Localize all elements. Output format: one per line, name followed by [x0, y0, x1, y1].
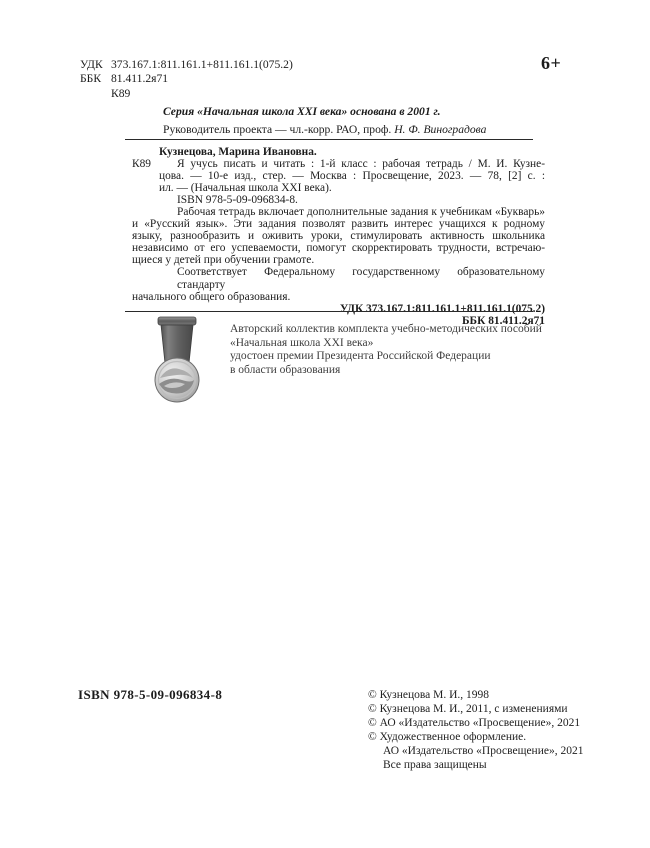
copyright-block	[368, 688, 583, 773]
standard-compliance-line: начального общего образования.	[132, 290, 291, 303]
copyright-line: © Художественное оформление.	[368, 731, 527, 744]
udk-line	[80, 58, 293, 72]
footer-isbn: ISBN 978-5-09-096834-8	[78, 687, 223, 702]
bib-record-line: цова. — 10-е изд., стер. — Москва : Просвещение, 2023. — 78, [2] с. :	[159, 170, 545, 183]
award-line: «Начальная школа XXI века»	[230, 336, 374, 349]
award-line: в области образования	[230, 363, 341, 376]
bib-isbn-line: ISBN 978-5-09-096834-8.	[177, 194, 298, 207]
copyright-line: АО «Издательство «Просвещение», 2021	[383, 745, 584, 758]
author-sign: К89	[111, 86, 131, 100]
bibliographic-block	[132, 146, 545, 327]
annotation-line: Рабочая тетрадь включает дополнительные задания к учебникам «Букварь»	[177, 206, 545, 219]
udk-value: 373.167.1:811.161.1+811.161.1(075.2)	[111, 58, 293, 71]
project-lead-name: Н. Ф. Виноградова	[394, 123, 487, 136]
divider-rule-top	[125, 139, 533, 140]
annotation-line: независимо от его успеваемости, помогут скорректировать трудности, встречаю-	[132, 242, 545, 255]
udk-label: УДК	[80, 58, 103, 71]
classification-codes	[80, 58, 293, 101]
bbk-line	[80, 72, 293, 86]
annotation-line: языку, разнообразить и оживить уроки, стимулировать активность школьника	[132, 230, 545, 243]
annotation-line: щиеся у детей при обучении грамоте.	[132, 254, 315, 267]
bbk-label: ББК	[80, 72, 102, 86]
award-line: удостоен премии Президента Российской Федерации	[230, 350, 491, 363]
divider-rule-bottom	[125, 311, 533, 312]
age-rating-badge: 6+	[541, 53, 562, 73]
series-line: Серия «Начальная школа XXI века» основана в 2001 г.	[163, 105, 441, 118]
annotation-line: и «Русский язык». Эти задания позволят развить интерес учащихся к родному	[132, 218, 545, 231]
award-text	[230, 323, 542, 377]
bib-author-sign: К89	[132, 158, 151, 170]
copyright-line: © Кузнецова М. И., 1998	[368, 689, 490, 701]
bbk-value: 81.411.2я71	[111, 72, 169, 86]
bib-author-header: Кузнецова, Марина Ивановна.	[159, 146, 317, 158]
bib-record-line: Я учусь писать и читать : 1-й класс : рабочая тетрадь / М. И. Кузне-	[177, 158, 545, 171]
author-sign-line	[80, 87, 293, 101]
copyright-line: © АО «Издательство «Просвещение», 2021	[368, 717, 581, 730]
copyright-line: Все права защищены	[383, 759, 487, 772]
copyright-line: © Кузнецова М. И., 2011, с изменениями	[368, 703, 568, 716]
award-line: Авторский коллектив комплекта учебно-методических пособий	[230, 323, 542, 335]
bib-record-line: ил. — (Начальная школа XXI века).	[159, 182, 332, 195]
project-lead-prefix: Руководитель проекта — чл.-корр. РАО, проф.	[163, 123, 395, 136]
medal-icon	[152, 316, 202, 404]
standard-compliance-line: Соответствует Федеральному государственному образовательному стандарту	[177, 266, 545, 291]
bbk-footer: ББК 81.411.2я71	[462, 314, 545, 327]
project-lead-line	[163, 123, 486, 136]
udk-footer: УДК 373.167.1:811.161.1+811.161.1(075.2)	[339, 302, 545, 315]
